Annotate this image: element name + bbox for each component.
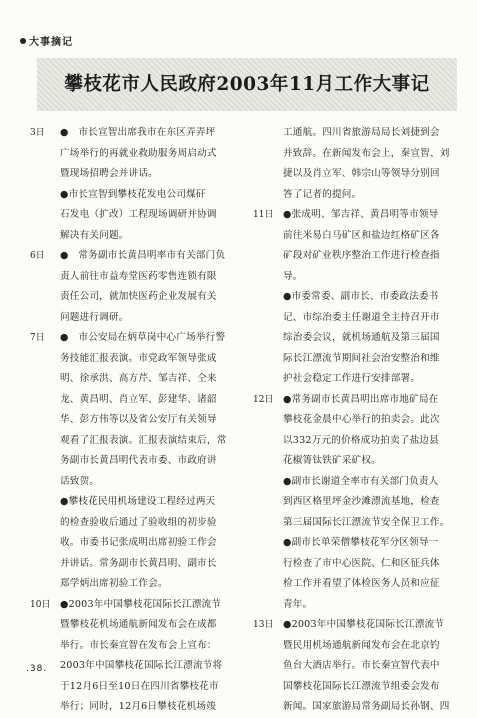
text-line: ●常务副市长黄昌明出席市地矿局在 <box>283 393 439 405</box>
text-line: ●2003年中国攀枝花国际长江漂流节 <box>283 619 445 630</box>
text-line: ● 市长宣智出席我市在东区弄弄坪 <box>60 127 216 138</box>
diary-entry <box>253 390 458 616</box>
text-line: 收。市委书记张成明出席初验工作会 <box>60 537 217 548</box>
page-number: .38. <box>26 664 48 674</box>
entry-text <box>60 328 252 595</box>
text-line: ● 市公安局在炳草岗中心广场举行警 <box>60 332 226 343</box>
text-line: ●副市长谢道全率市有关部门负责人 <box>283 475 439 487</box>
entry-date: 11日 <box>253 210 274 220</box>
bullet-dot-icon <box>20 38 26 44</box>
entry-date: 10日 <box>30 599 51 610</box>
text-line: 花椒箐钛铁矿采矿权。 <box>283 455 381 466</box>
section-label: 大事摘记 <box>20 33 73 48</box>
text-line: 检工作并看望了体检医务人员和应征 <box>283 578 440 589</box>
text-line: 广场举行的再就业救助服务周启动式 <box>60 147 217 159</box>
text-line: 华、彭方伟等以及省公安厅有关领导 <box>60 414 217 425</box>
text-line: 2003年中国攀枝花国际长江漂流节将 <box>60 660 223 671</box>
page-title: 攀枝花市人民政府2003年11月工作大事记 <box>64 74 430 95</box>
text-line: 青年。 <box>283 598 313 610</box>
text-line: 际长江漂流节期间社会治安整治和维 <box>283 352 440 364</box>
text-line: ●2003年中国攀枝花国际长江漂流节 <box>60 598 222 610</box>
text-line: 到西区格里坪金沙滩漂流基地，检查 <box>283 496 440 507</box>
text-line: ●副市长单荣僧攀枝花军分区领导一 <box>283 537 439 548</box>
right-column <box>253 123 458 718</box>
text-line: ●攀枝花民用机场建设工程经过两天 <box>60 496 216 507</box>
text-line: ●张成明、邹吉祥、黄昌明等市领导 <box>283 209 439 220</box>
text-line: 综治委会议，就机场通航及第三届国 <box>283 332 440 343</box>
entry-text <box>60 595 252 718</box>
entry-date: 3日 <box>30 128 45 138</box>
text-line: 问题进行调研。 <box>60 311 129 323</box>
text-line: 暨攀枝花机场通航新闻发布会在成都 <box>60 619 217 630</box>
text-line: 矿段对矿业秩序整治工作进行检查指 <box>283 250 440 261</box>
text-line: 攀枝花金晨中心举行的拍卖会。此次 <box>283 414 440 425</box>
text-line: 第三届国际长江漂流节安全保卫工作。 <box>283 516 450 528</box>
text-line: 龙、黄昌明、肖立军、彭建华、诸韶 <box>60 393 217 405</box>
entry-date: 12日 <box>253 394 274 405</box>
entry-text <box>283 123 458 205</box>
text-line: 观看了汇报表演。汇报表演结束后，常 <box>60 434 227 446</box>
text-line: 务技能汇报表演。市党政军领导张成 <box>60 352 217 364</box>
text-line: 于12月6日至10日在四川省攀枝花市 <box>60 680 219 692</box>
text-line: 行检查了市中心医院、仁和区征兵体 <box>283 557 440 569</box>
title-banner <box>37 58 457 111</box>
entry-text <box>60 123 252 246</box>
diary-entry <box>30 123 252 246</box>
text-line: 以332万元的价格成功拍卖了盐边县 <box>283 434 440 446</box>
text-line: 导。 <box>283 270 303 282</box>
text-line: 新闻。国家旅游局常务副局长孙钢、四 <box>283 701 450 712</box>
text-line: 答了记者的提问。 <box>283 188 362 200</box>
text-line: 记、市综治委主任谢道全主持召开市 <box>283 311 440 323</box>
text-line: 捷以及肖立军、韩宗山等领导分别回 <box>283 168 440 179</box>
text-line: 的检查验收后通过了验收组的初步验 <box>60 516 217 528</box>
text-line: 暨现场招聘会并讲话。 <box>60 168 158 179</box>
text-line: 工通航。四川省旅游局局长刘捷到会 <box>283 127 440 138</box>
diary-entry <box>253 205 458 390</box>
text-line: 并致辞。在新闻发布会上，秦宣智、刘 <box>283 147 450 159</box>
text-line: ● 常务副市长黄昌明率市有关部门负 <box>60 250 226 261</box>
text-line: 并讲话。常务副市长黄昌明、副市长 <box>60 557 217 569</box>
text-line: 务副市长黄昌明代表市委、市政府讲 <box>60 455 217 466</box>
text-line: 责人前往市益寿堂医药零售连锁有限 <box>60 270 217 282</box>
text-line: ●市委常委、副市长、市委政法委书 <box>283 291 439 302</box>
text-line: 前往米易白马矿区和盐边红格矿区各 <box>283 229 440 241</box>
text-line: ●市长宣智到攀枝花发电公司煤矸 <box>60 188 206 200</box>
left-column <box>30 123 252 718</box>
entry-text <box>283 615 458 718</box>
entry-text <box>283 390 458 616</box>
entry-date: 7日 <box>30 333 45 343</box>
text-line: 明、徐承洪、高方芹、邹吉祥、仝来 <box>60 373 217 384</box>
diary-entry <box>253 123 458 205</box>
entry-text <box>283 205 458 390</box>
diary-entry <box>30 328 252 595</box>
text-line: 举行。市长秦宣智在发布会上宣布： <box>60 639 217 651</box>
text-line: 话致贺。 <box>60 475 100 487</box>
text-line: 鱼台大酒店举行。市长秦宣智代表中 <box>283 660 440 671</box>
text-line: 护社会稳定工作进行安排部署。 <box>283 373 421 384</box>
diary-entry <box>253 615 458 718</box>
text-line: 郑学炳出席初验工作会。 <box>60 578 168 589</box>
text-line: 责任公司，就加快医药企业发展有关 <box>60 291 217 302</box>
text-line: 石发电（扩改）工程现场调研并协调 <box>60 209 217 220</box>
entry-date: 13日 <box>253 620 274 630</box>
text-line: 解决有关问题。 <box>60 229 129 241</box>
entry-date: 6日 <box>30 251 45 261</box>
text-line: 国攀枝花国际长江漂流节组委会发布 <box>283 680 440 692</box>
entry-text <box>60 246 252 328</box>
diary-entry <box>30 595 252 718</box>
diary-entry <box>30 246 252 328</box>
text-line: 暨民用机场通航新闻发布会在北京钓 <box>283 639 440 651</box>
text-line: 举行；同时，12月6日攀枝花机场竣 <box>60 701 217 712</box>
